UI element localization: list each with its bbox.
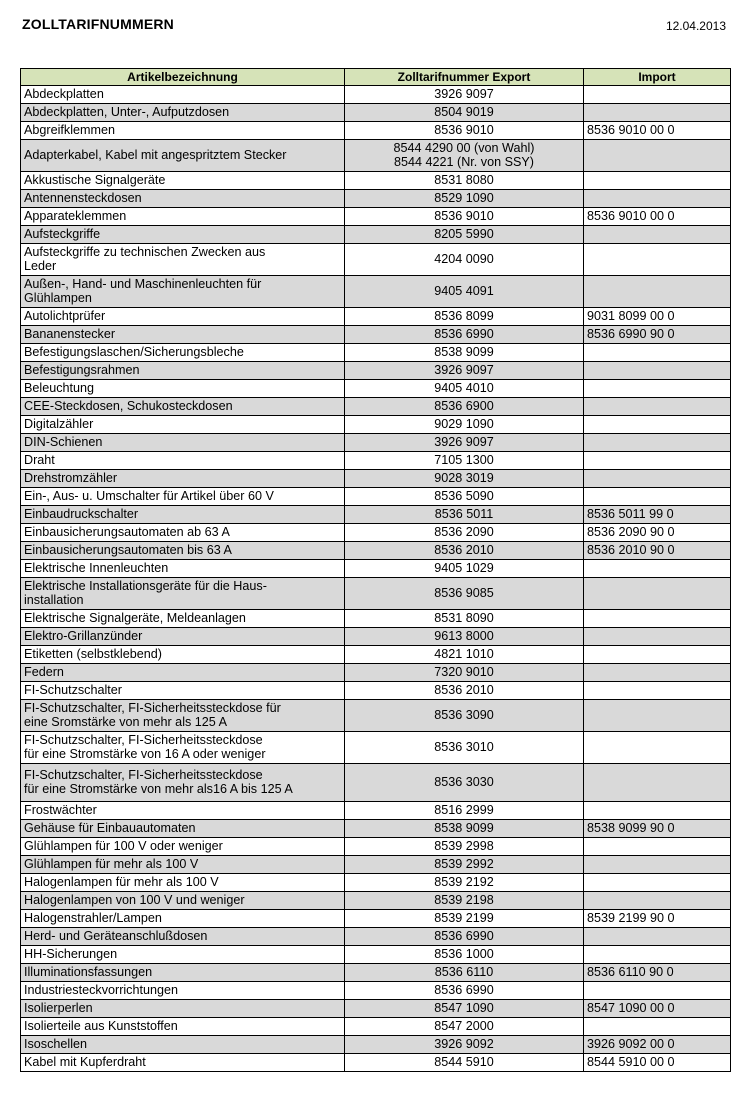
cell-import: 8547 1090 00 0 <box>584 1000 731 1018</box>
cell-artikel-line: installation <box>24 593 84 607</box>
table-row <box>21 802 731 820</box>
cell-import: 8536 9010 00 0 <box>584 208 731 226</box>
table-row <box>21 362 731 380</box>
cell-artikel-line: Leder <box>24 259 57 273</box>
cell-artikel: Abdeckplatten <box>21 86 345 104</box>
cell-export: 8536 9010 <box>345 122 584 140</box>
cell-export: 9029 1090 <box>345 416 584 434</box>
cell-artikel: Gehäuse für Einbauautomaten <box>21 820 345 838</box>
cell-import <box>584 946 731 964</box>
cell-import: 8536 6110 90 0 <box>584 964 731 982</box>
cell-export: 8536 6110 <box>345 964 584 982</box>
cell-export: 8536 1000 <box>345 946 584 964</box>
cell-export: 8536 3090 <box>345 700 584 732</box>
cell-artikel: Apparateklemmen <box>21 208 345 226</box>
cell-import <box>584 682 731 700</box>
cell-import <box>584 344 731 362</box>
cell-export: 8536 8099 <box>345 308 584 326</box>
table-row <box>21 308 731 326</box>
cell-artikel <box>21 700 345 732</box>
cell-import <box>584 628 731 646</box>
cell-artikel: Beleuchtung <box>21 380 345 398</box>
cell-import <box>584 1018 731 1036</box>
cell-artikel: Bananenstecker <box>21 326 345 344</box>
table-row <box>21 208 731 226</box>
cell-artikel: Aufsteckgriffe <box>21 226 345 244</box>
table-row <box>21 928 731 946</box>
cell-import <box>584 856 731 874</box>
table-row <box>21 344 731 362</box>
cell-import <box>584 190 731 208</box>
table-row <box>21 764 731 802</box>
document-date: 12.04.2013 <box>665 19 726 33</box>
cell-import <box>584 276 731 308</box>
cell-artikel: Isoschellen <box>21 1036 345 1054</box>
cell-artikel: Industriesteckvorrichtungen <box>21 982 345 1000</box>
cell-export: 3926 9097 <box>345 362 584 380</box>
cell-artikel: Elektrische Signalgeräte, Meldeanlagen <box>21 610 345 628</box>
cell-export: 7320 9010 <box>345 664 584 682</box>
cell-import <box>584 700 731 732</box>
cell-artikel: HH-Sicherungen <box>21 946 345 964</box>
cell-import <box>584 470 731 488</box>
cell-export: 3926 9092 <box>345 1036 584 1054</box>
column-header-import: Import <box>584 69 731 86</box>
cell-import: 8536 2090 90 0 <box>584 524 731 542</box>
cell-export: 8539 2998 <box>345 838 584 856</box>
table-row <box>21 682 731 700</box>
table-row <box>21 628 731 646</box>
cell-export: 8536 2010 <box>345 542 584 560</box>
cell-artikel <box>21 578 345 610</box>
cell-import: 8539 2199 90 0 <box>584 910 731 928</box>
cell-export: 8536 5011 <box>345 506 584 524</box>
cell-artikel: Glühlampen für mehr als 100 V <box>21 856 345 874</box>
cell-export: 4204 0090 <box>345 244 584 276</box>
cell-artikel: Elektrische Innenleuchten <box>21 560 345 578</box>
cell-import <box>584 838 731 856</box>
cell-import: 9031 8099 00 0 <box>584 308 731 326</box>
cell-import <box>584 982 731 1000</box>
table-row <box>21 892 731 910</box>
cell-artikel: Elektro-Grillanzünder <box>21 628 345 646</box>
cell-artikel <box>21 276 345 308</box>
cell-artikel-line: eine Sromstärke von mehr als 125 A <box>24 715 228 729</box>
cell-artikel-line: für eine Stromstärke von mehr als16 A bis 125 A <box>24 782 293 796</box>
cell-export: 8547 1090 <box>345 1000 584 1018</box>
table-row <box>21 380 731 398</box>
column-header-artikel: Artikelbezeichnung <box>21 69 345 86</box>
cell-import <box>584 140 731 172</box>
cell-export: 9405 1029 <box>345 560 584 578</box>
cell-export: 8539 2199 <box>345 910 584 928</box>
cell-artikel-line: Außen-, Hand- und Maschinenleuchten für <box>24 277 262 291</box>
cell-export: 8536 6900 <box>345 398 584 416</box>
cell-import <box>584 646 731 664</box>
cell-import <box>584 380 731 398</box>
cell-export: 8538 9099 <box>345 820 584 838</box>
table-row <box>21 1000 731 1018</box>
cell-export: 9405 4010 <box>345 380 584 398</box>
table-row <box>21 910 731 928</box>
cell-artikel <box>21 732 345 764</box>
cell-artikel-line: für eine Stromstärke von 16 A oder weniger <box>24 747 266 761</box>
cell-export: 8531 8080 <box>345 172 584 190</box>
cell-export: 3926 9097 <box>345 434 584 452</box>
cell-artikel <box>21 244 345 276</box>
cell-artikel: Digitalzähler <box>21 416 345 434</box>
cell-artikel-line: Aufsteckgriffe zu technischen Zwecken aus <box>24 245 266 259</box>
cell-import <box>584 488 731 506</box>
cell-import: 3926 9092 00 0 <box>584 1036 731 1054</box>
cell-export: 8539 2198 <box>345 892 584 910</box>
cell-artikel: Glühlampen für 100 V oder weniger <box>21 838 345 856</box>
cell-export: 8529 1090 <box>345 190 584 208</box>
cell-import <box>584 362 731 380</box>
cell-artikel: Halogenstrahler/Lampen <box>21 910 345 928</box>
table-row <box>21 646 731 664</box>
cell-artikel: Abdeckplatten, Unter-, Aufputzdosen <box>21 104 345 122</box>
cell-import <box>584 86 731 104</box>
table-row <box>21 664 731 682</box>
cell-artikel: Isolierteile aus Kunststoffen <box>21 1018 345 1036</box>
table-row <box>21 964 731 982</box>
table-row <box>21 982 731 1000</box>
table-row <box>21 506 731 524</box>
cell-export: 8536 3030 <box>345 764 584 802</box>
cell-export: 8504 9019 <box>345 104 584 122</box>
table-row <box>21 470 731 488</box>
cell-export: 8536 9010 <box>345 208 584 226</box>
cell-artikel-line: FI-Schutzschalter, FI-Sicherheitssteckdose <box>24 733 263 747</box>
cell-artikel: Autolichtprüfer <box>21 308 345 326</box>
cell-import <box>584 664 731 682</box>
table-row <box>21 226 731 244</box>
cell-import <box>584 892 731 910</box>
cell-import: 8536 9010 00 0 <box>584 122 731 140</box>
table-row <box>21 276 731 308</box>
cell-artikel: Einbaudruckschalter <box>21 506 345 524</box>
cell-artikel-line: FI-Schutzschalter, FI-Sicherheitssteckdose für <box>24 701 281 715</box>
table-row <box>21 578 731 610</box>
table-row <box>21 1054 731 1072</box>
cell-artikel: Antennensteckdosen <box>21 190 345 208</box>
table-row <box>21 524 731 542</box>
cell-export-line: 8544 4290 00 (von Wahl) <box>393 141 535 155</box>
cell-export: 9613 8000 <box>345 628 584 646</box>
cell-artikel: CEE-Steckdosen, Schukosteckdosen <box>21 398 345 416</box>
table-header-row <box>21 69 731 86</box>
table-row <box>21 452 731 470</box>
table-row <box>21 416 731 434</box>
table-row <box>21 244 731 276</box>
table-row <box>21 732 731 764</box>
table-row <box>21 560 731 578</box>
cell-import: 8536 2010 90 0 <box>584 542 731 560</box>
cell-artikel-line: Elektrische Installationsgeräte für die Haus- <box>24 579 267 593</box>
cell-export: 8205 5990 <box>345 226 584 244</box>
cell-export: 4821 1010 <box>345 646 584 664</box>
table-row <box>21 398 731 416</box>
table-row <box>21 838 731 856</box>
cell-artikel: Abgreifklemmen <box>21 122 345 140</box>
cell-import <box>584 452 731 470</box>
cell-import: 8536 6990 90 0 <box>584 326 731 344</box>
cell-import <box>584 560 731 578</box>
cell-import: 8538 9099 90 0 <box>584 820 731 838</box>
cell-artikel <box>21 764 345 802</box>
cell-export: 8536 3010 <box>345 732 584 764</box>
cell-export: 8536 5090 <box>345 488 584 506</box>
table-row <box>21 946 731 964</box>
cell-export: 8531 8090 <box>345 610 584 628</box>
cell-artikel: Etiketten (selbstklebend) <box>21 646 345 664</box>
table-row <box>21 326 731 344</box>
cell-import <box>584 398 731 416</box>
cell-import <box>584 416 731 434</box>
cell-export-line: 8544 4221 (Nr. von SSY) <box>393 155 534 169</box>
cell-import <box>584 802 731 820</box>
cell-import <box>584 578 731 610</box>
table-row <box>21 700 731 732</box>
cell-export: 3926 9097 <box>345 86 584 104</box>
tariff-table <box>20 68 731 1072</box>
table-row <box>21 820 731 838</box>
cell-artikel: Halogenlampen für mehr als 100 V <box>21 874 345 892</box>
cell-import <box>584 764 731 802</box>
table-row <box>21 488 731 506</box>
cell-artikel: Einbausicherungsautomaten bis 63 A <box>21 542 345 560</box>
cell-artikel: Drehstromzähler <box>21 470 345 488</box>
cell-artikel: Herd- und Geräteanschlußdosen <box>21 928 345 946</box>
cell-export: 8538 9099 <box>345 344 584 362</box>
cell-export: 9028 3019 <box>345 470 584 488</box>
cell-import: 8544 5910 00 0 <box>584 1054 731 1072</box>
cell-import <box>584 244 731 276</box>
table-row <box>21 856 731 874</box>
cell-export: 9405 4091 <box>345 276 584 308</box>
cell-artikel-line: Glühlampen <box>24 291 92 305</box>
cell-export: 8536 9085 <box>345 578 584 610</box>
cell-artikel: Halogenlampen von 100 V und weniger <box>21 892 345 910</box>
cell-export: 8539 2192 <box>345 874 584 892</box>
cell-export <box>345 140 584 172</box>
cell-import <box>584 928 731 946</box>
cell-export: 8544 5910 <box>345 1054 584 1072</box>
cell-artikel-line: FI-Schutzschalter, FI-Sicherheitssteckdose <box>24 768 263 782</box>
table-row <box>21 190 731 208</box>
column-header-export: Zolltarifnummer Export <box>345 69 584 86</box>
cell-export: 8547 2000 <box>345 1018 584 1036</box>
cell-artikel: Befestigungslaschen/Sicherungsbleche <box>21 344 345 362</box>
cell-artikel: Kabel mit Kupferdraht <box>21 1054 345 1072</box>
cell-export: 8536 2010 <box>345 682 584 700</box>
cell-export: 8536 6990 <box>345 326 584 344</box>
table-body <box>21 86 731 1072</box>
cell-import <box>584 610 731 628</box>
table-row <box>21 122 731 140</box>
cell-artikel: Federn <box>21 664 345 682</box>
table-row <box>21 140 731 172</box>
cell-artikel: Isolierperlen <box>21 1000 345 1018</box>
cell-import <box>584 172 731 190</box>
cell-export: 8536 6990 <box>345 928 584 946</box>
table-row <box>21 1018 731 1036</box>
cell-export: 8539 2992 <box>345 856 584 874</box>
table-row <box>21 172 731 190</box>
cell-artikel: Draht <box>21 452 345 470</box>
cell-artikel: Illuminationsfassungen <box>21 964 345 982</box>
cell-import <box>584 874 731 892</box>
cell-import: 8536 5011 99 0 <box>584 506 731 524</box>
table-row <box>21 610 731 628</box>
cell-artikel: Akkustische Signalgeräte <box>21 172 345 190</box>
cell-artikel: FI-Schutzschalter <box>21 682 345 700</box>
document-title: ZOLLTARIFNUMMERN <box>22 16 174 32</box>
cell-import <box>584 732 731 764</box>
cell-import <box>584 104 731 122</box>
table-row <box>21 874 731 892</box>
table-row <box>21 104 731 122</box>
cell-import <box>584 434 731 452</box>
table-row <box>21 1036 731 1054</box>
cell-artikel: DIN-Schienen <box>21 434 345 452</box>
cell-artikel: Einbausicherungsautomaten ab 63 A <box>21 524 345 542</box>
cell-artikel: Befestigungsrahmen <box>21 362 345 380</box>
cell-export: 7105 1300 <box>345 452 584 470</box>
cell-import <box>584 226 731 244</box>
cell-export: 8516 2999 <box>345 802 584 820</box>
cell-artikel: Ein-, Aus- u. Umschalter für Artikel über 60 V <box>21 488 345 506</box>
cell-artikel: Frostwächter <box>21 802 345 820</box>
cell-artikel: Adapterkabel, Kabel mit angespritztem Stecker <box>21 140 345 172</box>
table-row <box>21 542 731 560</box>
cell-export: 8536 6990 <box>345 982 584 1000</box>
cell-export: 8536 2090 <box>345 524 584 542</box>
table-row <box>21 434 731 452</box>
table-row <box>21 86 731 104</box>
